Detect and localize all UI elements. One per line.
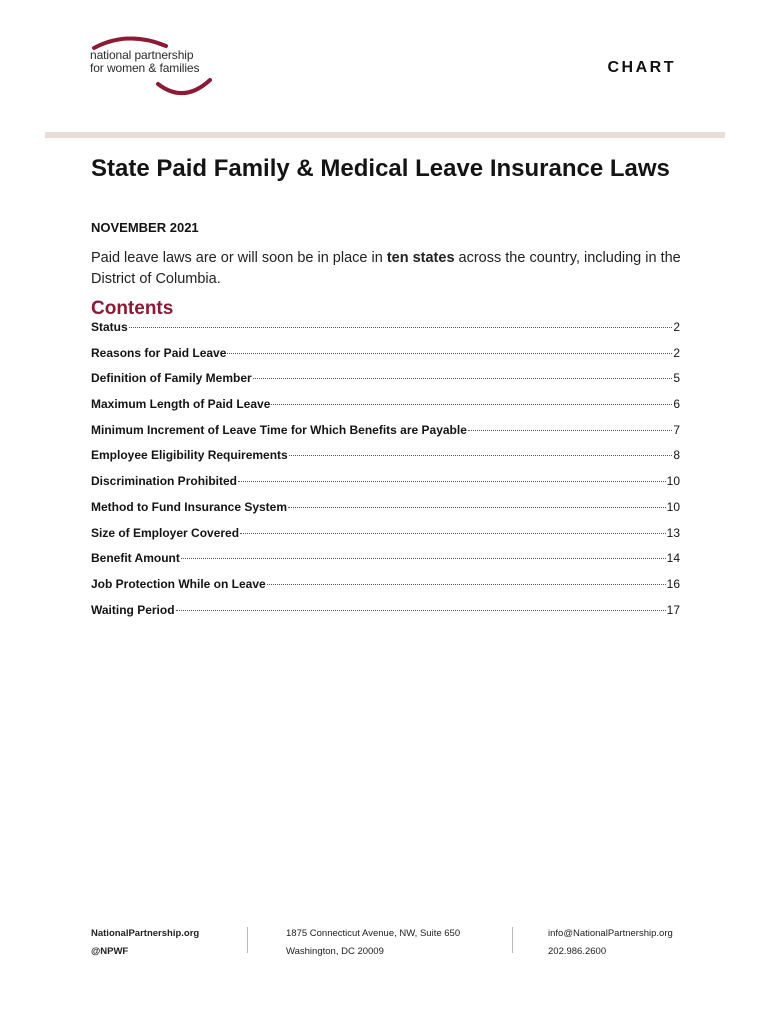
table-of-contents xyxy=(91,320,680,628)
toc-entry-family-member[interactable] xyxy=(91,371,680,397)
toc-entry-label[interactable]: Discrimination Prohibited xyxy=(91,474,238,489)
toc-page-number[interactable]: 2 xyxy=(673,345,680,360)
toc-leader-dots xyxy=(468,430,672,431)
footer-contact-web xyxy=(91,925,199,961)
toc-entry-label[interactable]: Waiting Period xyxy=(91,602,175,617)
toc-entry-label[interactable]: Method to Fund Insurance System xyxy=(91,499,288,514)
logo-line-2: for women & families xyxy=(90,61,200,75)
toc-page-number[interactable]: 10 xyxy=(666,474,680,489)
toc-entry-label[interactable]: Benefit Amount xyxy=(91,551,180,566)
publication-date: NOVEMBER 2021 xyxy=(91,220,199,235)
toc-page-number[interactable]: 17 xyxy=(666,602,680,617)
toc-leader-dots xyxy=(289,455,673,456)
footer-contact xyxy=(548,925,673,961)
footer-address-line-2: Washington, DC 20009 xyxy=(286,946,384,957)
toc-entry-label[interactable]: Job Protection While on Leave xyxy=(91,576,266,591)
document-type-label: CHART xyxy=(607,59,676,76)
contents-heading: Contents xyxy=(91,298,174,319)
toc-leader-dots xyxy=(129,327,673,328)
toc-entry-label[interactable]: Size of Employer Covered xyxy=(91,525,240,540)
organization-logo xyxy=(88,36,228,98)
toc-page-number[interactable]: 2 xyxy=(673,320,680,334)
intro-text-before: Paid leave laws are or will soon be in place in xyxy=(91,250,387,266)
toc-page-number[interactable]: 13 xyxy=(666,525,680,540)
toc-entry-label[interactable]: Minimum Increment of Leave Time for Which Benefits are Payable xyxy=(91,422,467,437)
toc-entry-min-increment[interactable] xyxy=(91,423,680,449)
intro-paragraph xyxy=(91,248,691,290)
toc-entry-reasons[interactable] xyxy=(91,346,680,372)
toc-entry-label[interactable]: Maximum Length of Paid Leave xyxy=(91,397,271,412)
toc-entry-label[interactable]: Status xyxy=(91,320,128,334)
footer-website-link[interactable]: NationalPartnership.org xyxy=(91,928,200,939)
toc-entry-funding[interactable] xyxy=(91,500,680,526)
toc-leader-dots xyxy=(267,584,666,585)
header-divider xyxy=(45,132,725,138)
footer-social-handle[interactable]: @NPWF xyxy=(91,946,129,957)
footer-divider xyxy=(512,927,513,953)
toc-page-number[interactable]: 14 xyxy=(666,551,680,566)
toc-page-number[interactable]: 10 xyxy=(666,499,680,514)
toc-page-number[interactable]: 6 xyxy=(673,397,680,412)
footer-address-line-1: 1875 Connecticut Avenue, NW, Suite 650 xyxy=(286,928,461,939)
toc-page-number[interactable]: 5 xyxy=(673,371,680,386)
toc-leader-dots xyxy=(176,610,666,611)
toc-entry-max-length[interactable] xyxy=(91,397,680,423)
toc-entry-discrimination[interactable] xyxy=(91,474,680,500)
toc-entry-label[interactable]: Employee Eligibility Requirements xyxy=(91,448,288,463)
intro-text-after: across the country, including in the District of Columbia. xyxy=(91,250,681,287)
toc-page-number[interactable]: 7 xyxy=(673,422,680,437)
toc-leader-dots xyxy=(238,481,666,482)
footer-phone: 202.986.2600 xyxy=(548,946,607,957)
toc-entry-benefit-amount[interactable] xyxy=(91,551,680,577)
footer-email-link[interactable]: info@NationalPartnership.org xyxy=(548,928,673,939)
toc-entry-status[interactable] xyxy=(91,320,680,346)
toc-leader-dots xyxy=(253,378,673,379)
toc-leader-dots xyxy=(271,404,672,405)
logo-line-1: national partnership xyxy=(90,48,194,62)
toc-entry-employer-size[interactable] xyxy=(91,526,680,552)
toc-entry-label[interactable]: Definition of Family Member xyxy=(91,371,252,386)
toc-page-number[interactable]: 16 xyxy=(666,576,680,591)
toc-page-number[interactable]: 8 xyxy=(673,448,680,463)
footer-address xyxy=(286,925,460,961)
toc-leader-dots xyxy=(240,533,666,534)
page-title: State Paid Family & Medical Leave Insurance Laws xyxy=(91,155,670,182)
toc-entry-label[interactable]: Reasons for Paid Leave xyxy=(91,345,227,360)
intro-emphasis: ten states xyxy=(386,250,455,266)
page-footer xyxy=(0,925,768,965)
toc-leader-dots xyxy=(288,507,666,508)
toc-entry-eligibility[interactable] xyxy=(91,448,680,474)
toc-entry-job-protection[interactable] xyxy=(91,577,680,603)
toc-leader-dots xyxy=(181,558,666,559)
toc-entry-waiting-period[interactable] xyxy=(91,603,680,629)
footer-divider xyxy=(247,927,248,953)
toc-leader-dots xyxy=(227,353,672,354)
